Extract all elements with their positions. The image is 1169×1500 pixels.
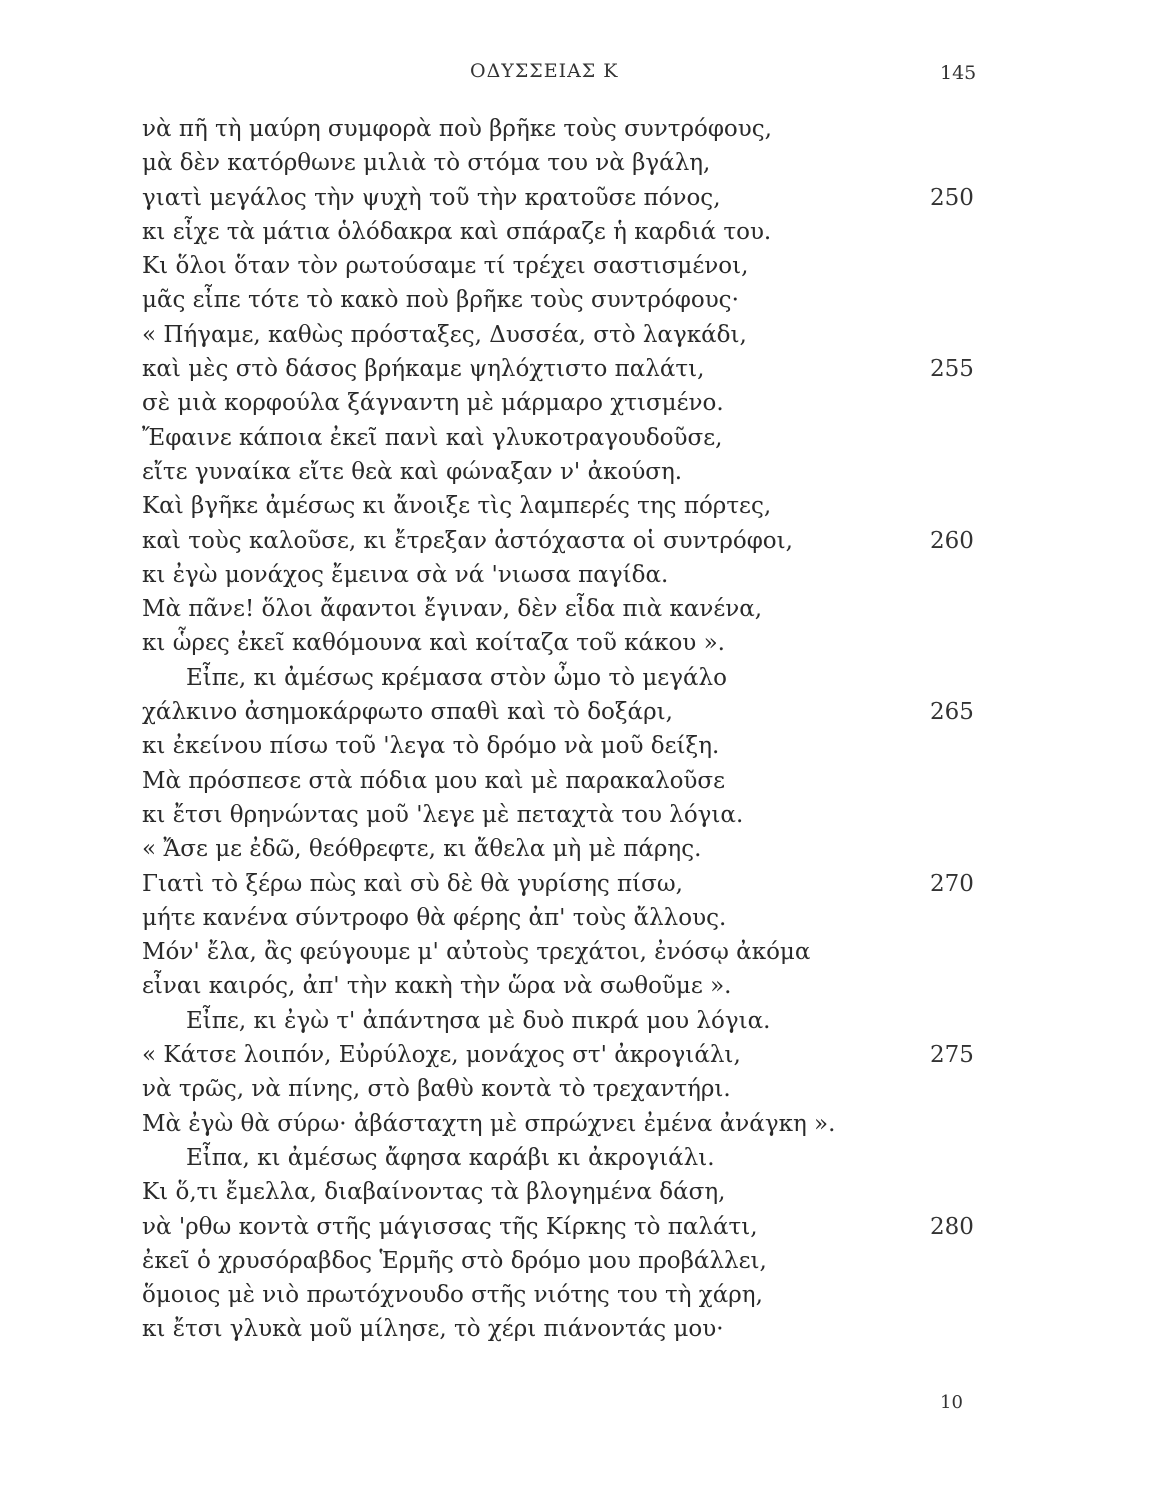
- verse-text: « Κάτσε λοιπόν, Εὐρύλοχε, μονάχος στ' ἀκρογιάλι,: [142, 1042, 741, 1069]
- verse-text: Εἶπα, κι ἀμέσως ἄφησα καράβι κι ἀκρογιάλι.: [186, 1144, 715, 1171]
- verse-line: [142, 969, 1022, 1003]
- verse-text: εἴτε γυναίκα εἴτε θεὰ καὶ φώναξαν ν' ἀκούση.: [142, 458, 683, 485]
- verse-line: [142, 729, 1022, 763]
- verse-line: [142, 112, 1022, 146]
- verse-line: [142, 386, 1022, 420]
- line-number: 275: [930, 1042, 974, 1069]
- verse-line: [142, 1278, 1022, 1312]
- line-number: 255: [930, 356, 974, 383]
- verse-text: κι ἔτσι θρηνώντας μοῦ 'λεγε μὲ πεταχτὰ του λόγια.: [142, 801, 744, 828]
- verse-line: [142, 283, 1022, 317]
- line-number: 260: [930, 527, 974, 554]
- verse-line: [142, 1004, 1022, 1038]
- verse-text: καὶ μὲς στὸ δάσος βρήκαμε ψηλόχτιστο παλάτι,: [142, 356, 705, 383]
- verse-text: « Πήγαμε, καθὼς πρόσταξες, Δυσσέα, στὸ λαγκάδι,: [142, 321, 747, 348]
- verse-line: [142, 1210, 1022, 1244]
- verse-text: Μὰ ἐγὼ θὰ σύρω· ἀβάσταχτη μὲ σπρώχνει ἐμένα ἀνάγκη ».: [142, 1110, 836, 1137]
- verse-text: κι εἶχε τὰ μάτια ὁλόδακρα καὶ σπάραζε ἡ καρδιά του.: [142, 218, 772, 245]
- verse-line: [142, 1141, 1022, 1175]
- signature-mark: 10: [940, 1392, 963, 1413]
- verse-text: Κι ὅ,τι ἔμελλα, διαβαίνοντας τὰ βλογημένα δάση,: [142, 1179, 726, 1206]
- verse-line: [142, 1107, 1022, 1141]
- verse-text: νὰ τρῶς, νὰ πίνης, στὸ βαθὺ κοντὰ τὸ τρεχαντήρι.: [142, 1076, 731, 1103]
- line-number: 280: [930, 1213, 974, 1240]
- verse-block: [142, 112, 1022, 1347]
- verse-line: [142, 318, 1022, 352]
- verse-text: κι ἔτσι γλυκὰ μοῦ μίλησε, τὸ χέρι πιάνοντάς μου·: [142, 1316, 724, 1343]
- verse-text: χάλκινο ἀσημοκάρφωτο σπαθὶ καὶ τὸ δοξάρι,: [142, 699, 673, 726]
- verse-line: [142, 524, 1022, 558]
- line-number: 270: [930, 870, 974, 897]
- verse-text: νὰ πῆ τὴ μαύρη συμφορὰ ποὺ βρῆκε τοὺς συντρόφους,: [142, 116, 772, 142]
- verse-line: [142, 1312, 1022, 1346]
- verse-line: [142, 1038, 1022, 1072]
- verse-line: [142, 832, 1022, 866]
- verse-text: Εἶπε, κι ἐγὼ τ' ἀπάντησα μὲ δυὸ πικρά μου λόγια.: [186, 1007, 771, 1034]
- verse-line: [142, 215, 1022, 249]
- verse-line: [142, 1175, 1022, 1209]
- verse-line: [142, 798, 1022, 832]
- verse-line: [142, 626, 1022, 660]
- verse-line: [142, 489, 1022, 523]
- verse-line: [142, 146, 1022, 180]
- verse-line: [142, 1244, 1022, 1278]
- line-number: 250: [930, 184, 974, 211]
- verse-line: [142, 558, 1022, 592]
- verse-text: Κι ὅλοι ὅταν τὸν ρωτούσαμε τί τρέχει σαστισμένοι,: [142, 253, 749, 280]
- running-head: [0, 60, 1169, 90]
- verse-text: μήτε κανένα σύντροφο θὰ φέρης ἀπ' τοὺς ἄλλους.: [142, 904, 727, 931]
- verse-text: ἐκεῖ ὁ χρυσόραβδος Ἑρμῆς στὸ δρόμο μου προβάλλει,: [142, 1247, 767, 1274]
- verse-line: [142, 181, 1022, 215]
- verse-text: Μὰ πᾶνε! ὅλοι ἄφαντοι ἔγιναν, δὲν εἶδα πιὰ κανένα,: [142, 596, 763, 623]
- verse-text: Ἔφαινε κάποια ἐκεῖ πανὶ καὶ γλυκοτραγουδοῦσε,: [142, 424, 723, 451]
- verse-text: κι ὧρες ἐκεῖ καθόμουνα καὶ κοίταζα τοῦ κάκου ».: [142, 630, 725, 657]
- page-number: 145: [940, 62, 977, 84]
- verse-text: κι ἐγὼ μονάχος ἔμεινα σὰ νά 'νιωσα παγίδα.: [142, 561, 669, 588]
- verse-text: σὲ μιὰ κορφούλα ξάγναντη μὲ μάρμαρο χτισμένο.: [142, 390, 724, 417]
- verse-text: μᾶς εἶπε τότε τὸ κακὸ ποὺ βρῆκε τοὺς συντρόφους·: [142, 287, 739, 314]
- verse-text: Καὶ βγῆκε ἀμέσως κι ἄνοιξε τὶς λαμπερές της πόρτες,: [142, 493, 772, 520]
- verse-line: [142, 352, 1022, 386]
- verse-line: [142, 1072, 1022, 1106]
- verse-text: γιατὶ μεγάλος τὴν ψυχὴ τοῦ τὴν κρατοῦσε πόνος,: [142, 184, 721, 211]
- verse-line: [142, 695, 1022, 729]
- verse-line: [142, 935, 1022, 969]
- verse-text: καὶ τοὺς καλοῦσε, κι ἔτρεξαν ἀστόχαστα οἱ συντρόφοι,: [142, 527, 793, 554]
- verse-text: ὅμοιος μὲ νιὸ πρωτόχνουδο στῆς νιότης του τὴ χάρη,: [142, 1282, 763, 1309]
- verse-text: « Ἄσε με ἐδῶ, θεόθρεφτε, κι ἄθελα μὴ μὲ πάρης.: [142, 836, 702, 863]
- verse-line: [142, 592, 1022, 626]
- verse-text: Μόν' ἔλα, ἂς φεύγουμε μ' αὐτοὺς τρεχάτοι, ἐνόσῳ ἀκόμα: [142, 939, 811, 966]
- verse-text: εἶναι καιρός, ἀπ' τὴν κακὴ τὴν ὥρα νὰ σωθοῦμε ».: [142, 973, 732, 1000]
- verse-line: [142, 455, 1022, 489]
- verse-text: Μὰ πρόσπεσε στὰ πόδια μου καὶ μὲ παρακαλοῦσε: [142, 767, 726, 794]
- verse-line: [142, 764, 1022, 798]
- verse-text: Γιατὶ τὸ ξέρω πὼς καὶ σὺ δὲ θὰ γυρίσης πίσω,: [142, 870, 683, 897]
- line-number: 265: [930, 699, 974, 726]
- verse-line: [142, 421, 1022, 455]
- verse-text: μὰ δὲν κατόρθωνε μιλιὰ τὸ στόμα του νὰ βγάλη,: [142, 150, 711, 177]
- verse-text: Εἶπε, κι ἀμέσως κρέμασα στὸν ὦμο τὸ μεγάλο: [186, 664, 727, 691]
- verse-text: νὰ 'ρθω κοντὰ στῆς μάγισσας τῆς Κίρκης τὸ παλάτι,: [142, 1213, 758, 1240]
- verse-line: [142, 661, 1022, 695]
- running-title: ΟΔΥΣΣΕΙΑΣ Κ: [470, 60, 619, 82]
- verse-line: [142, 867, 1022, 901]
- verse-line: [142, 901, 1022, 935]
- verse-text: κι ἐκείνου πίσω τοῦ 'λεγα τὸ δρόμο νὰ μοῦ δείξη.: [142, 733, 720, 760]
- verse-line: [142, 249, 1022, 283]
